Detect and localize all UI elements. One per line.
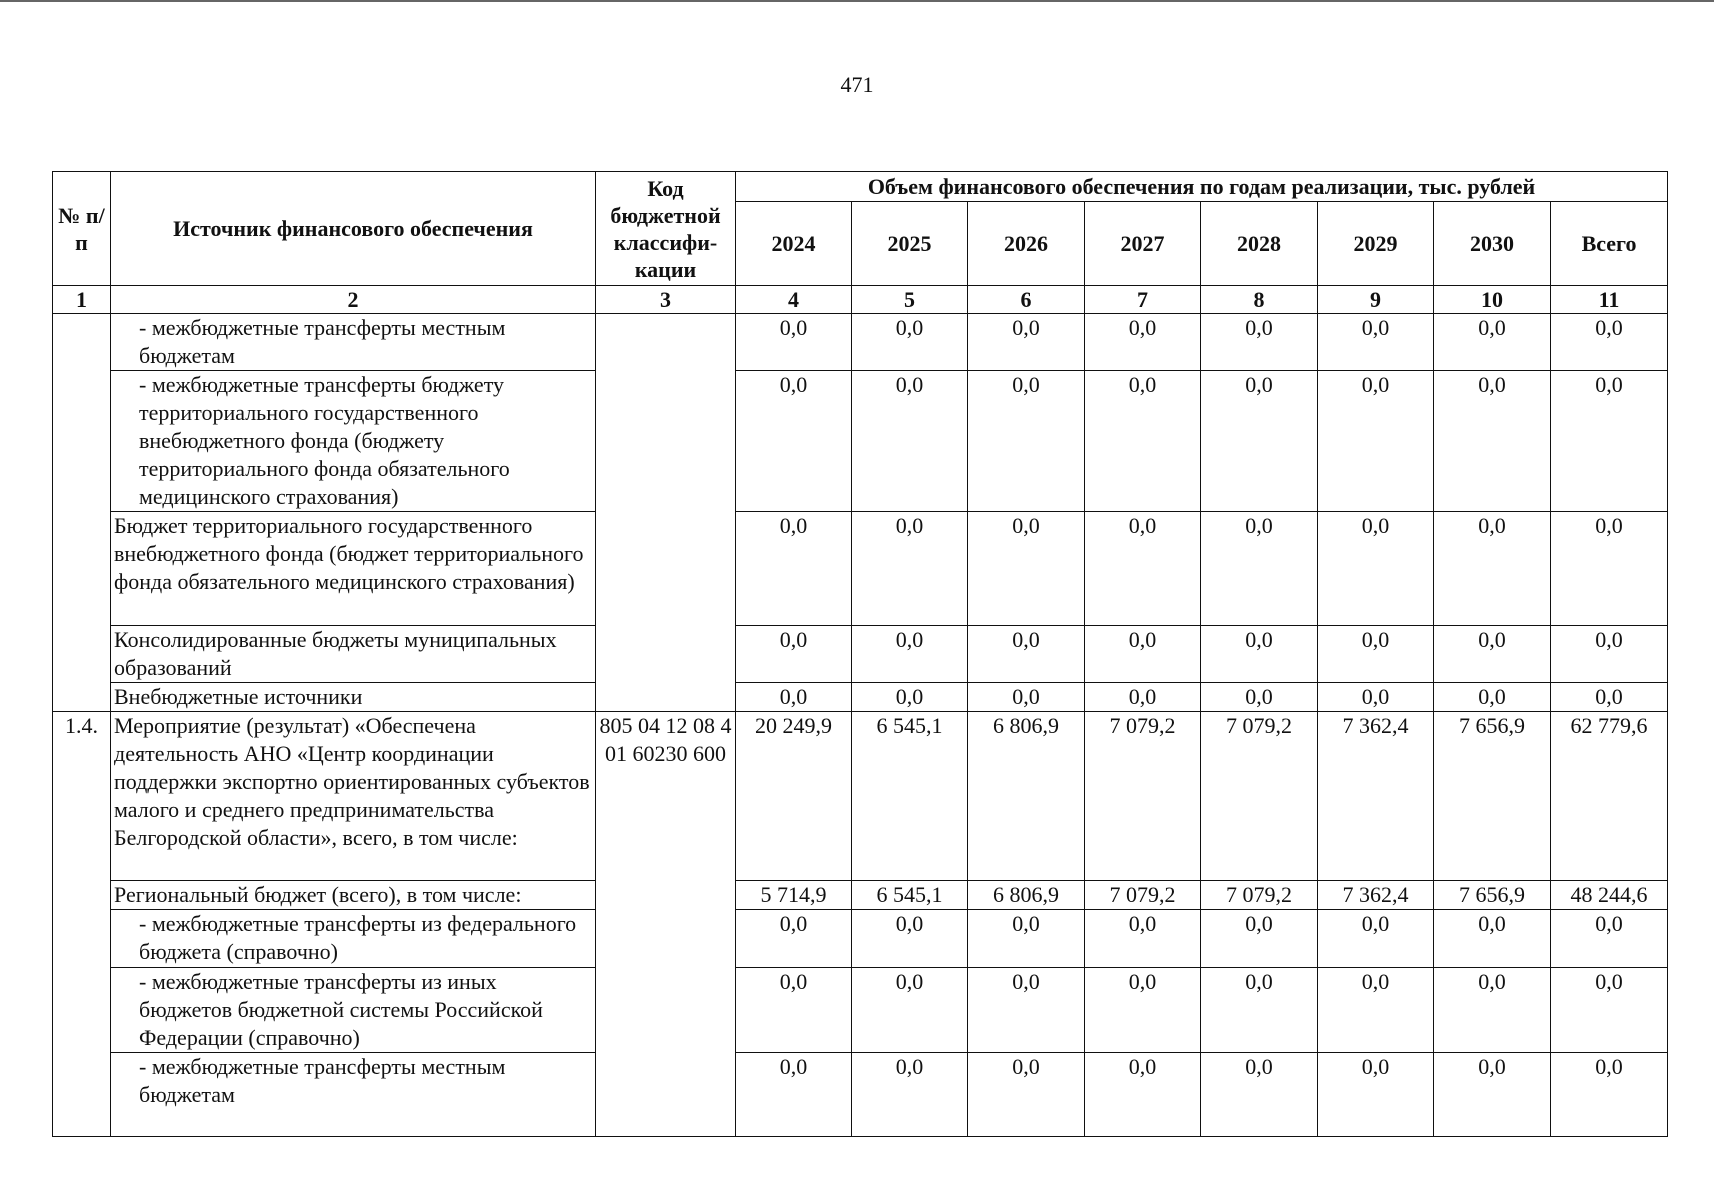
- row-source: - межбюджетные трансферты из иных бюджетов бюджетной системы Российской Федерации (справочно): [111, 967, 596, 1052]
- row-value: 48 244,6: [1551, 881, 1668, 910]
- row-code: 805 04 12 08 4 01 60230 600: [596, 711, 736, 1136]
- row-value: 0,0: [1434, 314, 1551, 371]
- row-value: 0,0: [852, 682, 968, 711]
- row-value: 0,0: [1085, 1052, 1201, 1136]
- row-value: 0,0: [1551, 910, 1668, 967]
- row-value: 0,0: [968, 314, 1085, 371]
- header-no: № п/п: [53, 172, 111, 286]
- row-value: 0,0: [968, 512, 1085, 625]
- col-number: 4: [736, 286, 852, 314]
- row-value: 0,0: [1318, 314, 1434, 371]
- row-value: 0,0: [1551, 512, 1668, 625]
- table-row: [53, 371, 1668, 512]
- row-value: 7 362,4: [1318, 881, 1434, 910]
- row-value: 0,0: [968, 910, 1085, 967]
- row-value: 0,0: [1551, 371, 1668, 512]
- row-source: Региональный бюджет (всего), в том числе:: [111, 881, 596, 910]
- row-value: 0,0: [968, 682, 1085, 711]
- row-source: Консолидированные бюджеты муниципальных образований: [111, 625, 596, 682]
- table-row: [53, 711, 1668, 880]
- row-value: 0,0: [968, 371, 1085, 512]
- col-number: 5: [852, 286, 968, 314]
- row-number: [53, 314, 111, 712]
- row-value: 0,0: [852, 967, 968, 1052]
- row-source: - межбюджетные трансферты из федерального бюджета (справочно): [111, 910, 596, 967]
- row-value: 0,0: [1434, 967, 1551, 1052]
- row-value: 0,0: [1085, 512, 1201, 625]
- row-value: 0,0: [968, 625, 1085, 682]
- row-value: 0,0: [1434, 625, 1551, 682]
- row-value: 0,0: [1434, 1052, 1551, 1136]
- row-value: 0,0: [736, 512, 852, 625]
- row-value: 7 079,2: [1085, 881, 1201, 910]
- row-value: 0,0: [736, 625, 852, 682]
- row-value: 0,0: [1201, 314, 1318, 371]
- row-value: 6 806,9: [968, 881, 1085, 910]
- row-value: 0,0: [1085, 910, 1201, 967]
- row-value: 0,0: [1434, 910, 1551, 967]
- header-code: Код бюджетной классифи-кации: [596, 172, 736, 286]
- row-value: 6 806,9: [968, 711, 1085, 880]
- row-value: 0,0: [968, 1052, 1085, 1136]
- row-source: - межбюджетные трансферты бюджету территориального государственного внебюджетного фонда (бюджету территориального фонда обязательного медицинского страхования): [111, 371, 596, 512]
- scan-edge: [0, 0, 1714, 2]
- row-value: 5 714,9: [736, 881, 852, 910]
- row-value: 0,0: [1085, 682, 1201, 711]
- col-number: 9: [1318, 286, 1434, 314]
- col-number: 1: [53, 286, 111, 314]
- row-value: 0,0: [736, 371, 852, 512]
- col-number: 2: [111, 286, 596, 314]
- row-value: 0,0: [1318, 625, 1434, 682]
- col-number: 6: [968, 286, 1085, 314]
- row-value: 0,0: [736, 910, 852, 967]
- row-value: 0,0: [852, 910, 968, 967]
- row-value: 7 656,9: [1434, 711, 1551, 880]
- row-value: 0,0: [736, 314, 852, 371]
- header-volume: Объем финансового обеспечения по годам реализации, тыс. рублей: [736, 172, 1668, 202]
- row-value: 7 656,9: [1434, 881, 1551, 910]
- row-value: 0,0: [1201, 682, 1318, 711]
- row-value: 7 079,2: [1085, 711, 1201, 880]
- header-source: Источник финансового обеспечения: [111, 172, 596, 286]
- header-year: 2025: [852, 202, 968, 286]
- row-value: 0,0: [852, 314, 968, 371]
- header-total: Всего: [1551, 202, 1668, 286]
- header-year: 2029: [1318, 202, 1434, 286]
- col-number: 8: [1201, 286, 1318, 314]
- table-row: [53, 512, 1668, 625]
- table-row: [53, 1052, 1668, 1136]
- row-value: 0,0: [1551, 682, 1668, 711]
- header-year: 2024: [736, 202, 852, 286]
- row-value: 0,0: [736, 1052, 852, 1136]
- row-value: 0,0: [1201, 1052, 1318, 1136]
- row-value: 0,0: [1201, 625, 1318, 682]
- row-value: 0,0: [1551, 1052, 1668, 1136]
- header-year: 2027: [1085, 202, 1201, 286]
- col-number: 3: [596, 286, 736, 314]
- row-value: 0,0: [1085, 314, 1201, 371]
- row-value: 7 362,4: [1318, 711, 1434, 880]
- row-value: 0,0: [1551, 967, 1668, 1052]
- table-row: [53, 682, 1668, 711]
- col-number: 10: [1434, 286, 1551, 314]
- col-number: 7: [1085, 286, 1201, 314]
- row-value: 0,0: [1318, 967, 1434, 1052]
- row-value: 0,0: [1085, 967, 1201, 1052]
- financing-table: [52, 171, 1668, 1137]
- row-source: Мероприятие (результат) «Обеспечена деятельность АНО «Центр координации поддержки экспортно ориентированных субъектов малого и среднего предпринимательства Белгородской области», всего, в том числе:: [111, 711, 596, 880]
- row-value: 0,0: [1201, 967, 1318, 1052]
- row-value: 0,0: [1551, 314, 1668, 371]
- row-value: 7 079,2: [1201, 711, 1318, 880]
- page-number: 471: [840, 72, 874, 97]
- row-value: 0,0: [1434, 512, 1551, 625]
- row-value: 0,0: [1085, 625, 1201, 682]
- row-code: [596, 314, 736, 712]
- row-value: 0,0: [1201, 371, 1318, 512]
- header-year: 2028: [1201, 202, 1318, 286]
- row-source: Бюджет территориального государственного внебюджетного фонда (бюджет территориального фонда обязательного медицинского страхования): [111, 512, 596, 625]
- row-value: 0,0: [852, 1052, 968, 1136]
- row-value: 0,0: [736, 967, 852, 1052]
- row-value: 0,0: [1201, 512, 1318, 625]
- table-row: [53, 910, 1668, 967]
- row-value: 0,0: [852, 625, 968, 682]
- header-year: 2026: [968, 202, 1085, 286]
- row-value: 6 545,1: [852, 881, 968, 910]
- row-value: 0,0: [1434, 682, 1551, 711]
- table-row: [53, 881, 1668, 910]
- row-value: 0,0: [736, 682, 852, 711]
- row-value: 0,0: [852, 512, 968, 625]
- row-source: - межбюджетные трансферты местным бюджетам: [111, 1052, 596, 1136]
- col-number: 11: [1551, 286, 1668, 314]
- row-value: 0,0: [1318, 1052, 1434, 1136]
- row-value: 0,0: [1551, 625, 1668, 682]
- row-value: 0,0: [1318, 512, 1434, 625]
- row-value: 0,0: [1318, 371, 1434, 512]
- row-value: 20 249,9: [736, 711, 852, 880]
- row-value: 0,0: [1434, 371, 1551, 512]
- row-value: 6 545,1: [852, 711, 968, 880]
- row-value: 0,0: [1201, 910, 1318, 967]
- row-source: Внебюджетные источники: [111, 682, 596, 711]
- row-value: 0,0: [1085, 371, 1201, 512]
- table-row: [53, 967, 1668, 1052]
- row-value: 62 779,6: [1551, 711, 1668, 880]
- row-value: 0,0: [1318, 682, 1434, 711]
- row-value: 7 079,2: [1201, 881, 1318, 910]
- table-row: [53, 314, 1668, 371]
- row-value: 0,0: [852, 371, 968, 512]
- table-row: [53, 625, 1668, 682]
- row-value: 0,0: [968, 967, 1085, 1052]
- row-value: 0,0: [1318, 910, 1434, 967]
- header-year: 2030: [1434, 202, 1551, 286]
- row-source: - межбюджетные трансферты местным бюджетам: [111, 314, 596, 371]
- row-number: 1.4.: [53, 711, 111, 1136]
